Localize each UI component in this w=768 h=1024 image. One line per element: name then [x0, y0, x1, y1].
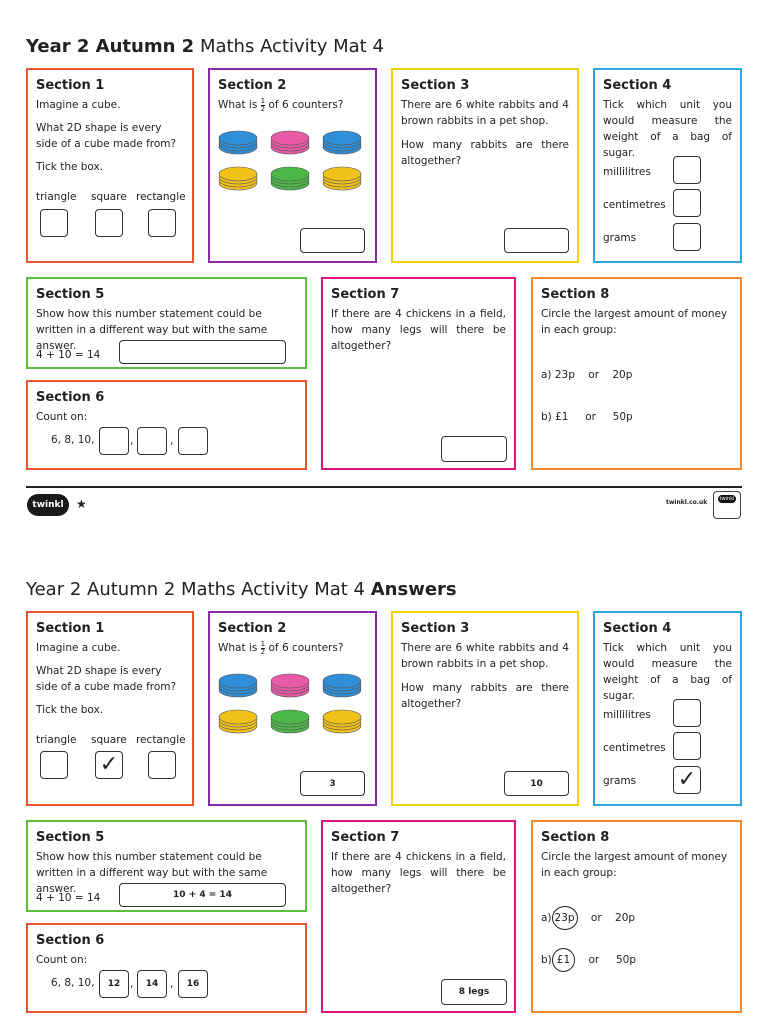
- section-question: What is $\frac{1}{2}$ of 6 counters?: [218, 96, 344, 113]
- section-question: Tick which unit you would measure the weight of a bag of sugar.: [603, 99, 732, 159]
- option-label: rectangle: [136, 191, 186, 203]
- section-heading: Section 4: [603, 78, 672, 93]
- millilitres-checkbox[interactable]: [673, 699, 701, 727]
- counter: [271, 131, 309, 154]
- counter: [323, 674, 361, 697]
- star-icon: ★: [76, 497, 87, 511]
- comma: ,: [170, 978, 174, 990]
- rectangle-checkbox[interactable]: [148, 751, 176, 779]
- number-sequence: 6, 8, 10,: [51, 434, 95, 446]
- option-label: triangle: [36, 191, 77, 203]
- square-checkbox-ticked[interactable]: [95, 751, 123, 779]
- money-option[interactable]: 23p: [554, 369, 575, 381]
- counter: [323, 167, 361, 190]
- section-heading: Section 8: [541, 830, 610, 845]
- option-label: centimetres: [603, 742, 666, 754]
- sequence-box[interactable]: 16: [178, 970, 208, 998]
- section-4-card: [593, 68, 742, 263]
- tick-icon: ✓: [677, 767, 697, 792]
- section-instruction: Tick the box.: [36, 161, 104, 173]
- money-group-a: a) 23p or 20p: [541, 906, 635, 930]
- section-question: Tick which unit you would measure the weight of a bag of sugar.: [603, 642, 732, 702]
- answer-box[interactable]: 10 + 4 = 14: [119, 883, 286, 907]
- section-question: If there are 4 chickens in a field, how many legs will there be altogether?: [331, 851, 506, 895]
- centimetres-checkbox[interactable]: [673, 732, 701, 760]
- money-option[interactable]: 50p: [615, 954, 636, 966]
- twinkl-logo: twinkl: [27, 494, 69, 516]
- comma: ,: [130, 978, 134, 990]
- number-sequence: 6, 8, 10,: [51, 977, 95, 989]
- comma: ,: [130, 435, 134, 447]
- answer-section-1-card: [26, 611, 194, 806]
- answer-box[interactable]: 3: [300, 771, 365, 796]
- money-option[interactable]: 20p: [612, 369, 633, 381]
- option-label: grams: [603, 775, 637, 787]
- section-heading: Section 8: [541, 287, 610, 302]
- section-heading: Section 5: [36, 830, 105, 845]
- section-question: Show how this number statement could be written in a different way but with the same answer.: [36, 851, 268, 895]
- section-heading: Section 1: [36, 78, 105, 93]
- answer-box[interactable]: 8 legs: [441, 979, 507, 1005]
- tick-icon: ✓: [99, 752, 119, 777]
- section-instruction: Count on:: [36, 411, 88, 423]
- answer-box[interactable]: [300, 228, 365, 253]
- page-title: Year 2 Autumn 2 Maths Activity Mat 4: [26, 36, 384, 57]
- option-label: millilitres: [603, 166, 651, 178]
- counter: [219, 710, 257, 733]
- millilitres-checkbox[interactable]: [673, 156, 701, 184]
- option-label: grams: [603, 232, 637, 244]
- counter: [271, 167, 309, 190]
- counter: [323, 710, 361, 733]
- section-heading: Section 6: [36, 933, 105, 948]
- section-question: What is $\frac{1}{2}$ of 6 counters?: [218, 639, 344, 656]
- centimetres-checkbox[interactable]: [673, 189, 701, 217]
- section-heading: Section 3: [401, 78, 470, 93]
- money-option[interactable]: 50p: [612, 411, 633, 423]
- section-question: If there are 4 chickens in a field, how many legs will there be altogether?: [331, 308, 506, 352]
- money-group-a: a) 23p or 20p: [541, 369, 633, 381]
- counter: [219, 131, 257, 154]
- section-question: How many rabbits are there altogether?: [401, 682, 569, 710]
- option-label: rectangle: [136, 734, 186, 746]
- counter: [323, 131, 361, 154]
- circled-money-option[interactable]: 23p: [552, 906, 578, 930]
- square-checkbox[interactable]: [95, 209, 123, 237]
- rectangle-checkbox[interactable]: [148, 209, 176, 237]
- fraction: $\frac{1}{2}$: [260, 96, 266, 113]
- section-heading: Section 1: [36, 621, 105, 636]
- answer-section-7-card: [321, 820, 516, 1013]
- sequence-box[interactable]: [178, 427, 208, 455]
- grams-checkbox-ticked[interactable]: [673, 766, 701, 794]
- section-question: Show how this number statement could be written in a different way but with the same answer.: [36, 308, 268, 352]
- section-instruction: Count on:: [36, 954, 88, 966]
- section-1-card: [26, 68, 194, 263]
- section-heading: Section 7: [331, 830, 400, 845]
- section-text: There are 6 white rabbits and 4 brown rabbits in a pet shop.: [401, 642, 569, 670]
- money-group-b: b) £1 or 50p: [541, 411, 633, 423]
- counters-image: [218, 669, 368, 737]
- section-text: There are 6 white rabbits and 4 brown rabbits in a pet shop.: [401, 99, 569, 127]
- counters-image: [218, 126, 368, 194]
- quality-badge: twinkl: [713, 491, 741, 519]
- section-7-card: [321, 277, 516, 470]
- section-instruction: Circle the largest amount of money in each group:: [541, 851, 728, 879]
- section-text: Imagine a cube.: [36, 99, 121, 111]
- comma: ,: [170, 435, 174, 447]
- answer-section-6-card: [26, 923, 307, 1013]
- fraction: $\frac{1}{2}$: [260, 639, 266, 656]
- section-2-card: [208, 68, 377, 263]
- option-label: square: [91, 191, 127, 203]
- sequence-box[interactable]: [99, 427, 129, 455]
- section-8-card: [531, 277, 742, 470]
- sequence-box[interactable]: [137, 427, 167, 455]
- answer-box[interactable]: [119, 340, 286, 364]
- number-statement: 4 + 10 = 14: [36, 349, 101, 361]
- section-5-card: [26, 277, 307, 369]
- option-label: square: [91, 734, 127, 746]
- section-heading: Section 2: [218, 78, 287, 93]
- section-heading: Section 5: [36, 287, 105, 302]
- triangle-checkbox[interactable]: [40, 751, 68, 779]
- option-label: triangle: [36, 734, 77, 746]
- counter: [271, 674, 309, 697]
- section-heading: Section 2: [218, 621, 287, 636]
- counter: [271, 710, 309, 733]
- triangle-checkbox[interactable]: [40, 209, 68, 237]
- money-option[interactable]: 20p: [615, 912, 636, 924]
- section-text: Imagine a cube.: [36, 642, 121, 654]
- money-group-b: b) £1 or 50p: [541, 948, 636, 972]
- sequence-box[interactable]: 14: [137, 970, 167, 998]
- answers-title: Year 2 Autumn 2 Maths Activity Mat 4 Answers: [26, 579, 457, 600]
- section-instruction: Tick the box.: [36, 704, 104, 716]
- section-question: What 2D shape is every side of a cube made from?: [36, 122, 177, 150]
- section-3-card: [391, 68, 579, 263]
- circled-money-option[interactable]: £1: [552, 948, 575, 972]
- section-question: How many rabbits are there altogether?: [401, 139, 569, 167]
- money-option[interactable]: £1: [555, 411, 569, 423]
- section-6-card: [26, 380, 307, 470]
- number-statement: 4 + 10 = 14: [36, 892, 101, 904]
- section-instruction: Circle the largest amount of money in each group:: [541, 308, 728, 336]
- option-label: millilitres: [603, 709, 651, 721]
- answer-section-3-card: [391, 611, 579, 806]
- sequence-box[interactable]: 12: [99, 970, 129, 998]
- grams-checkbox[interactable]: [673, 223, 701, 251]
- section-heading: Section 7: [331, 287, 400, 302]
- answer-box[interactable]: 10: [504, 771, 569, 796]
- site-url: twinkl.co.uk: [666, 499, 708, 506]
- section-question: What 2D shape is every side of a cube made from?: [36, 665, 177, 693]
- option-label: centimetres: [603, 199, 666, 211]
- counter-stack: [219, 674, 361, 733]
- section-heading: Section 4: [603, 621, 672, 636]
- answer-box[interactable]: [441, 436, 507, 462]
- counter-stack: [219, 131, 361, 190]
- answer-section-4-card: [593, 611, 742, 806]
- answer-section-5-card: [26, 820, 307, 912]
- counter: [219, 167, 257, 190]
- answer-section-2-card: [208, 611, 377, 806]
- section-heading: Section 6: [36, 390, 105, 405]
- section-heading: Section 3: [401, 621, 470, 636]
- footer-divider: [26, 486, 742, 488]
- answer-section-8-card: [531, 820, 742, 1013]
- answer-box[interactable]: [504, 228, 569, 253]
- counter: [219, 674, 257, 697]
